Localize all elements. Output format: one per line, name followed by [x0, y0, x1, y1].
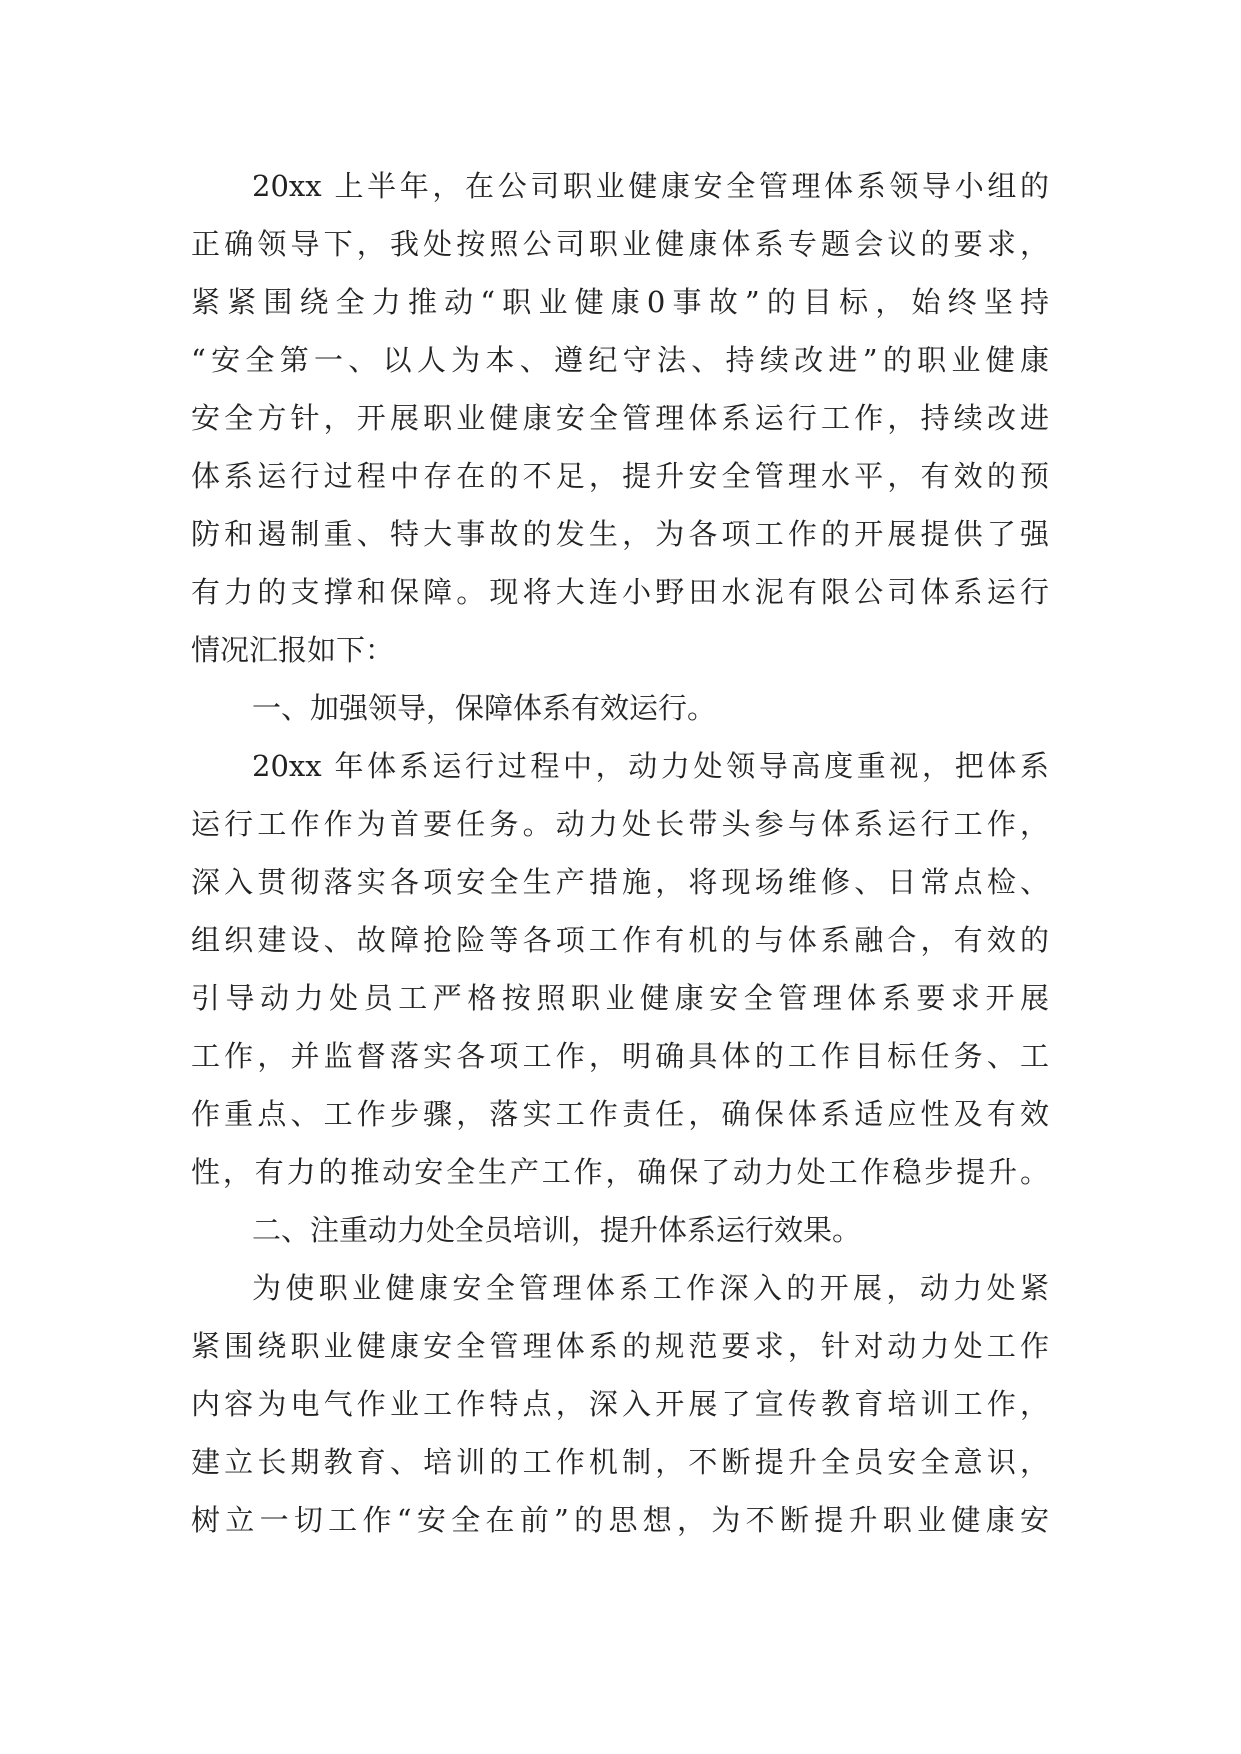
paragraph-2-line-8: 性，有力的推动安全生产工作，确保了动力处工作稳步提升。: [191, 1155, 1049, 1189]
document-body: [191, 157, 1049, 1549]
paragraph-1-line-1: 20xx 上半年，在公司职业健康安全管理体系领导小组的: [252, 169, 1049, 203]
paragraph-1-line-8: 有力的支撑和保障。现将大连小野田水泥有限公司体系运行: [191, 575, 1049, 609]
paragraph-1-line-2: 正确领导下，我处按照公司职业健康体系专题会议的要求，: [191, 227, 1049, 261]
paragraph-1-line-7: 防和遏制重、特大事故的发生，为各项工作的开展提供了强: [191, 517, 1049, 551]
paragraph-2-line-6: 工作，并监督落实各项工作，明确具体的工作目标任务、工: [191, 1039, 1049, 1073]
paragraph-2-line-7: 作重点、工作步骤，落实工作责任，确保体系适应性及有效: [191, 1097, 1049, 1131]
paragraph-2-line-1: 20xx 年体系运行过程中，动力处领导高度重视，把体系: [252, 749, 1049, 783]
paragraph-3-line-3: 内容为电气作业工作特点，深入开展了宣传教育培训工作，: [191, 1387, 1049, 1421]
paragraph-3-line-4: 建立长期教育、培训的工作机制，不断提升全员安全意识，: [191, 1445, 1049, 1479]
paragraph-2-line-4: 组织建设、故障抢险等各项工作有机的与体系融合，有效的: [191, 923, 1049, 957]
paragraph-1-line-4: “安全第一、以人为本、遵纪守法、持续改进”的职业健康: [191, 343, 1049, 377]
section-heading-1: 一、加强领导，保障体系有效运行。: [252, 691, 717, 725]
paragraph-1-line-9: 情况汇报如下：: [191, 633, 395, 667]
paragraph-3-line-5: 树立一切工作“安全在前”的思想，为不断提升职业健康安: [191, 1503, 1049, 1537]
paragraph-1-line-6: 体系运行过程中存在的不足，提升安全管理水平，有效的预: [191, 459, 1049, 493]
paragraph-1-line-3: 紧紧围绕全力推动“职业健康0事故”的目标，始终坚持: [191, 285, 1049, 319]
section-heading-2: 二、注重动力处全员培训，提升体系运行效果。: [252, 1213, 862, 1247]
paragraph-2-line-3: 深入贯彻落实各项安全生产措施，将现场维修、日常点检、: [191, 865, 1049, 899]
paragraph-3-line-2: 紧围绕职业健康安全管理体系的规范要求，针对动力处工作: [191, 1329, 1049, 1363]
paragraph-2-line-2: 运行工作作为首要任务。动力处长带头参与体系运行工作，: [191, 807, 1049, 841]
paragraph-2-line-5: 引导动力处员工严格按照职业健康安全管理体系要求开展: [191, 981, 1049, 1015]
paragraph-1-line-5: 安全方针，开展职业健康安全管理体系运行工作，持续改进: [191, 401, 1049, 435]
paragraph-3-line-1: 为使职业健康安全管理体系工作深入的开展，动力处紧: [252, 1271, 1049, 1305]
